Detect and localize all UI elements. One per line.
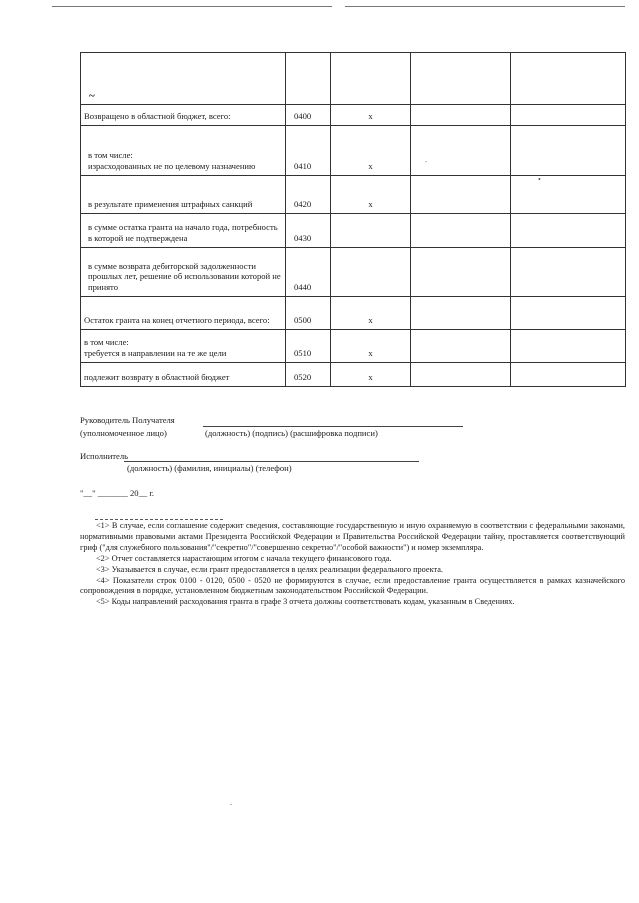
row-label: в результате применения штрафных санкций: [81, 176, 286, 214]
table-row: [81, 297, 626, 330]
table-row: [81, 214, 626, 248]
row-code: 0510: [286, 330, 331, 363]
row-label: в том числе: требуется в направлении на те же цели: [81, 330, 286, 363]
row-col3: x: [331, 126, 411, 176]
table-row: [81, 363, 626, 387]
executor-fields: (должность) (фамилия, инициалы) (телефон): [127, 463, 292, 473]
row-label: в том числе: израсходованных не по целевому назначению: [81, 126, 286, 176]
row-col3: [331, 248, 411, 297]
scan-speck: •: [538, 175, 541, 184]
head-sublabel: (уполномоченное лицо): [80, 428, 167, 438]
row-label: Возвращено в областной бюджет, всего:: [81, 105, 286, 126]
table-row-mark: [81, 53, 626, 105]
row-col3: x: [331, 297, 411, 330]
footnote-2: <2> Отчет составляется нарастающим итогом с начала текущего финансового года.: [96, 553, 392, 563]
footnote-3: <3> Указывается в случае, если грант предоставляется в целях реализации федерального проекта.: [96, 564, 443, 574]
head-signature-line: [203, 426, 463, 427]
footnote-separator: [95, 519, 223, 520]
row-code: 0410: [286, 126, 331, 176]
row-code: 0430: [286, 214, 331, 248]
row-code: 0440: [286, 248, 331, 297]
top-rule-left: [52, 6, 332, 7]
footnotes: [80, 521, 625, 608]
handwritten-mark: ~: [89, 89, 95, 102]
row-col3: x: [331, 176, 411, 214]
footnote-5: <5> Коды направлений расходования гранта в графе 3 отчета должны соответствовать кодам, указанным в Сведениях.: [96, 597, 515, 607]
table-row: [81, 126, 626, 176]
row-label: Остаток гранта на конец отчетного периода, всего:: [81, 297, 286, 330]
row-code: 0400: [286, 105, 331, 126]
row-col3: x: [331, 105, 411, 126]
table-row: [81, 248, 626, 297]
top-rule-right: [345, 6, 625, 7]
scan-speck: .: [230, 798, 232, 807]
row-label: в сумме возврата дебиторской задолженности прошлых лет, решение об использовании которой не принято: [81, 248, 286, 297]
footnote-1: <1> В случае, если соглашение содержит сведения, составляющие государственную и иную охраняемую в соответствии с федеральными законами, нормативными правовыми актами Президента Российской Федерации и Правительства Российской Федерации тайну, проставляется соответствующий гриф ("для служебного пользования"/"секретно"/"совершенно секретно"/"особой важности") и номер экземпляра.: [80, 521, 625, 552]
table-cell-label: [81, 53, 286, 105]
row-col3: x: [331, 363, 411, 387]
footnote-4: <4> Показатели строк 0100 - 0120, 0500 - 0520 не формируются в случае, если предоставление гранта осуществляется в рамках казначейского сопровождения в порядке, установленном бюджетным законодательством Российской Федерации.: [80, 575, 625, 596]
row-code: 0420: [286, 176, 331, 214]
date-line: "__" _______ 20__ г.: [80, 488, 155, 498]
table-row: [81, 176, 626, 214]
head-fields: (должность) (подпись) (расшифровка подписи): [205, 428, 378, 438]
table-row: [81, 330, 626, 363]
row-code: 0500: [286, 297, 331, 330]
head-label: Руководитель Получателя: [80, 415, 175, 425]
scan-speck: .: [425, 155, 427, 164]
executor-signature-line: [124, 461, 419, 462]
row-col3: [331, 214, 411, 248]
row-col3: x: [331, 330, 411, 363]
row-label: в сумме остатка гранта на начало года, потребность в которой не подтверждена: [81, 214, 286, 248]
row-code: 0520: [286, 363, 331, 387]
report-table: [80, 52, 626, 387]
executor-label: Исполнитель: [80, 451, 129, 461]
row-label: подлежит возврату в областной бюджет: [81, 363, 286, 387]
table-row: [81, 105, 626, 126]
